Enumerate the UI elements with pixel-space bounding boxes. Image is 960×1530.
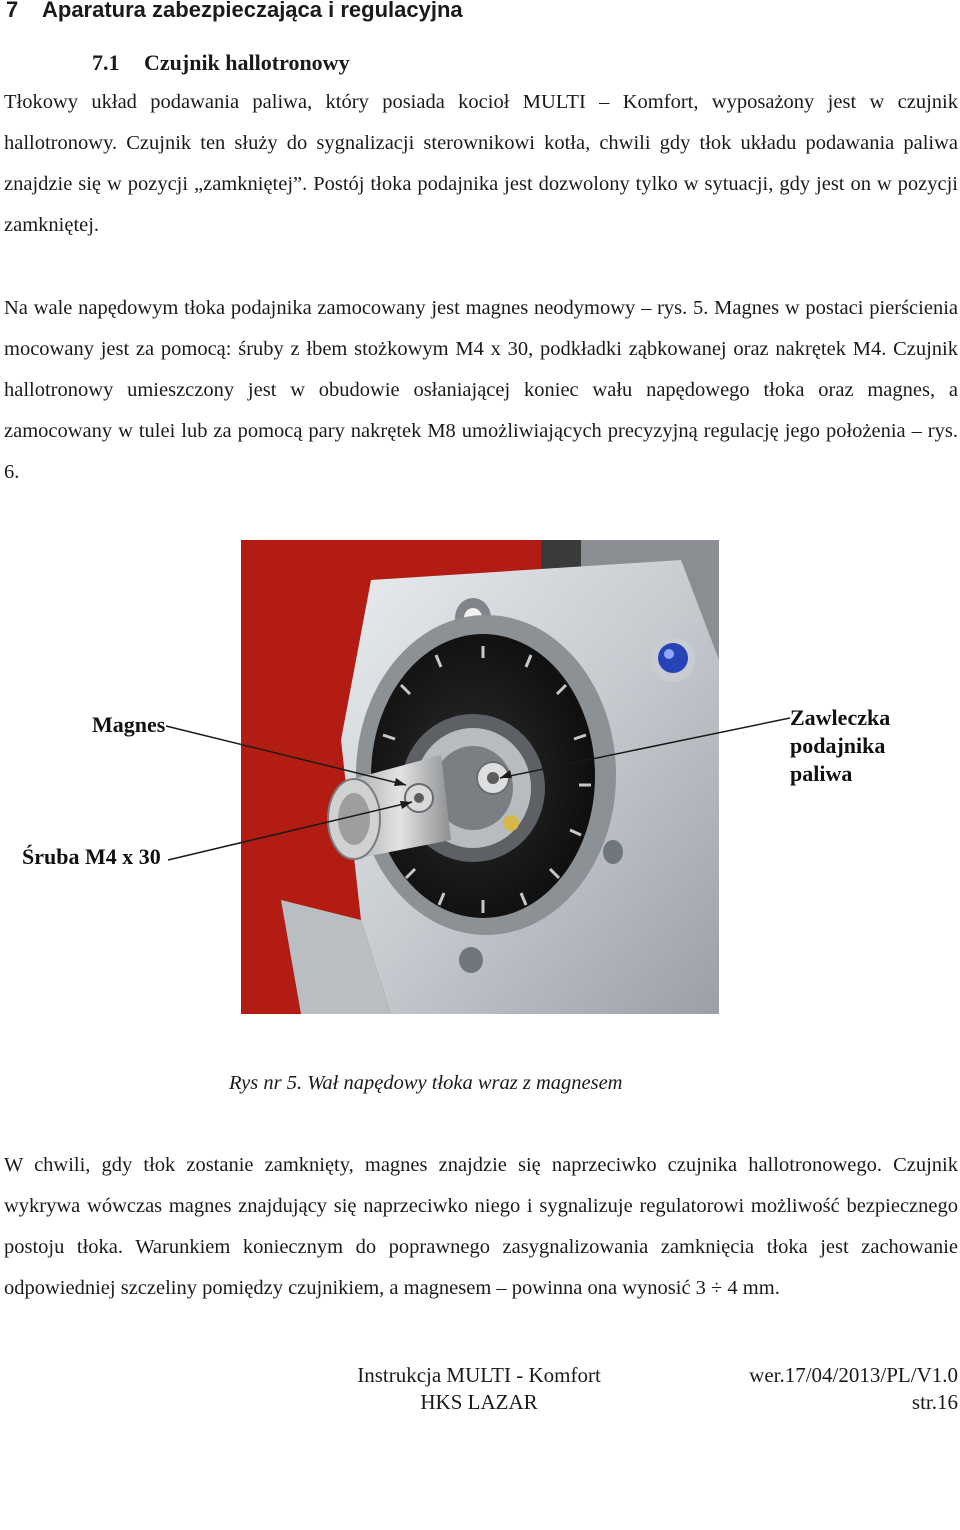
figure-photo (241, 540, 719, 1014)
label-zawleczka-line1: Zawleczka (790, 705, 891, 730)
paragraph-magnet: Na wale napędowym tłoka podajnika zamocowany jest magnes neodymowy – rys. 5. Magnes w postaci pierścienia mocowany jest za pomocą: śruby z łbem stożkowym M4 x 30, podkładki ząbkowanej oraz nakrętek M4. Czujnik hallotronowy umieszczony jest w obudowie osłaniającej koniec wału napędowego tłoka oraz magnes, a zamocowany w tulei lub za pomocą pary nakrętek M8 umożliwiających precyzyjną regulację jego położenia – rys. 6. (4, 297, 958, 483)
footer-version: wer.17/04/2013/PL/V1.0 (749, 1363, 958, 1387)
footer-company: HKS LAZAR (420, 1390, 538, 1414)
label-zawleczka-line2: podajnika (790, 733, 886, 758)
footer-right (690, 1362, 958, 1416)
footer-left (339, 1362, 619, 1416)
subsection-heading (92, 48, 350, 78)
subsection-title: Czujnik hallotronowy (144, 50, 350, 75)
section-number: 7 (6, 0, 19, 22)
label-magnes: Magnes (92, 712, 166, 737)
figure-caption: Rys nr 5. Wał napędowy tłoka wraz z magnesem (229, 1072, 623, 1094)
label-sruba: Śruba M4 x 30 (22, 844, 161, 869)
footer-page-number: str.16 (911, 1390, 958, 1414)
paragraph-intro: Tłokowy układ podawania paliwa, który posiada kocioł MULTI – Komfort, wyposażony jest w czujnik hallotronowy. Czujnik ten służy do sygnalizacji sterownikowi kotła, chwili gdy tłok układu podawania paliwa znajdzie się w pozycji „zamkniętej”. Postój tłoka podajnika jest dozwolony tylko w sytuacji, gdy jest on w pozycji zamkniętej. (4, 91, 958, 236)
label-zawleczka (790, 704, 950, 788)
label-zawleczka-line3: paliwa (790, 761, 853, 786)
section-title: Aparatura zabezpieczająca i regulacyjna (42, 0, 463, 22)
drive-shaft-photo-illustration (241, 540, 719, 1014)
section-heading (6, 0, 463, 26)
footer-title: Instrukcja MULTI - Komfort (357, 1363, 601, 1387)
subsection-number: 7.1 (92, 50, 120, 75)
paragraph-closing: W chwili, gdy tłok zostanie zamknięty, magnes znajdzie się naprzeciwko czujnika hallotronowego. Czujnik wykrywa wówczas magnes znajdujący się naprzeciwko niego i sygnalizuje regulatorowi możliwość bezpiecznego postoju tłoka. Warunkiem koniecznym do poprawnego zasygnalizowania zamknięcia tłoka jest zachowanie odpowiedniej szczeliny pomiędzy czujnikiem, a magnesem – powinna ona wynosić 3 ÷ 4 mm. (4, 1154, 958, 1299)
